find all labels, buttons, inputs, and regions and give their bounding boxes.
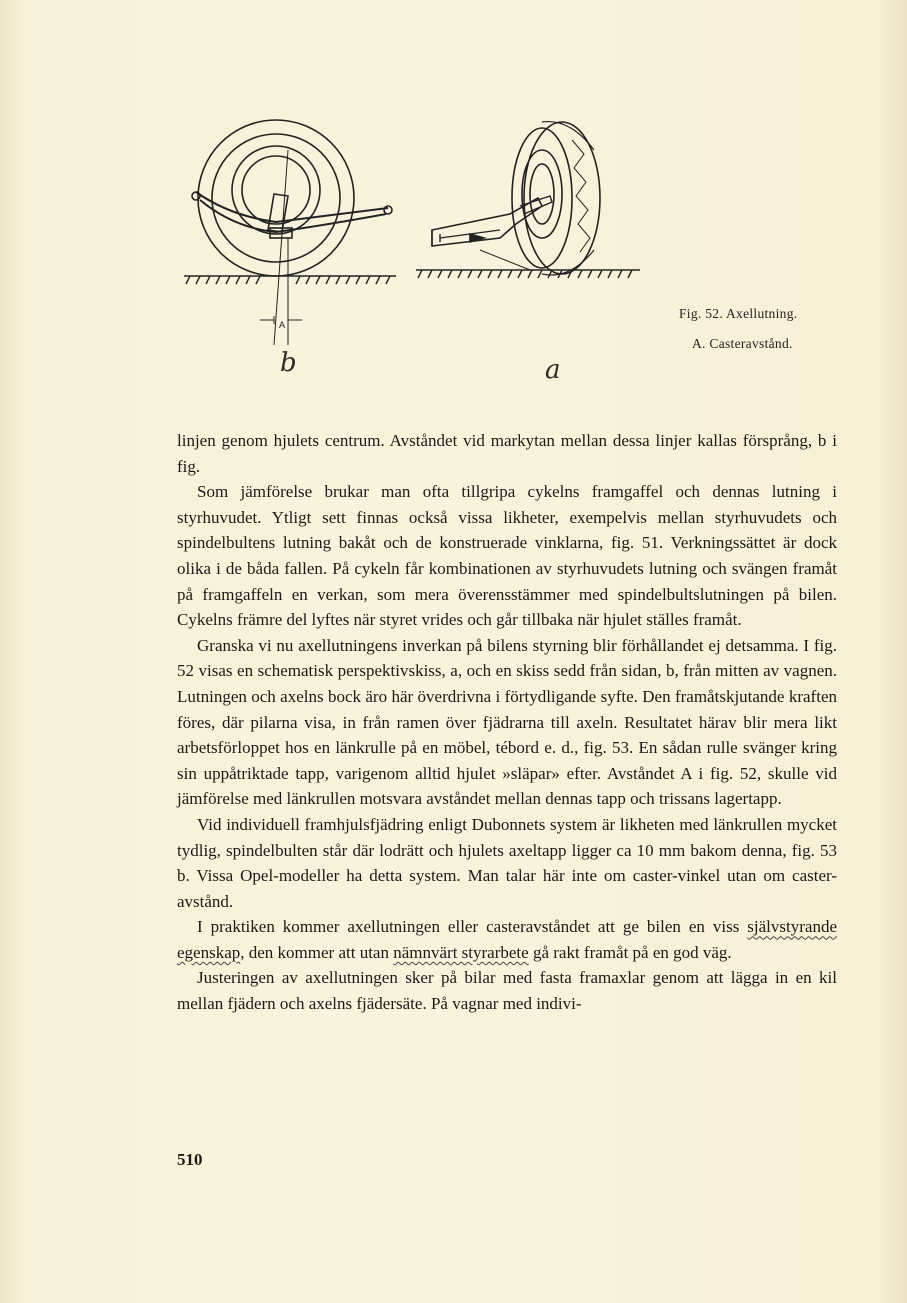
paragraph-2: Som jämförelse brukar man ofta tillgripa cykelns framgaffel och dennas lutning i styrhuvudet. Ytligt sett finnas också vissa likheter, exempelvis mellan styrhuvudets och spindelbultens lutning bakåt och de konstruerade vinklarna, fig. 51. Verkningssättet är dock olika i de båda fallen. På cykeln får kombinationen av styrhuvudets lutning och svängen framåt på framgaffeln en verkan, som mera överensstämmer med spindelbultslutningen på bilen. Cykelns främre del lyftes när styret vrides och går tillbaka när hjulet ställes framåt. xyxy=(177,482,837,630)
page-number: 510 xyxy=(177,1150,203,1169)
underlined-phrase-2: nämnvärt styrarbete xyxy=(393,942,529,962)
paragraph-5-part-1: I praktiken kommer axellutningen eller casteravståndet att ge bilen en viss xyxy=(197,917,748,937)
ground-right xyxy=(416,270,640,278)
body-text xyxy=(177,428,837,1017)
marker-a-label: A xyxy=(279,320,286,330)
wheel-perspective-view xyxy=(432,122,600,275)
axle-tilt-diagram xyxy=(170,110,660,390)
ground-left xyxy=(184,276,396,284)
paragraph-5-part-3: gå rakt framåt på en god väg. xyxy=(528,942,732,962)
wheel-side-view xyxy=(192,120,392,345)
paragraph-4: Vid individuell framhjulsfjädring enligt Dubonnets system är likheten med länkrullen mycket tydlig, spindelbulten står där lodrätt och hjulets axeltapp ligger ca 10 mm bakom denna, fig. 53 b. Vissa Opel-modeller ha detta system. Man talar här inte om caster-vinkel utan om caster-avstånd. xyxy=(177,814,837,911)
paragraph-6: Justeringen av axellutningen sker på bilar med fasta framaxlar genom att lägga in en kil mellan fjädern och axelns fjädersäte. På vagnar med indivi- xyxy=(177,968,837,1014)
paragraph-5-part-2: , den kommer att utan xyxy=(240,942,394,962)
figure-52 xyxy=(170,110,660,390)
underlined-phrase-1: självstyrande egenskap xyxy=(177,917,837,962)
figure-caption-legend: A. Casteravstånd. xyxy=(692,336,793,351)
paragraph-3: Granska vi nu axellutningens inverkan på bilens styrning blir förhållandet ej detsamma. I fig. 52 visas en schematisk perspektivskiss, a, och en skiss sedd från sidan, b, från mitten av vagnen. Lutningen och axelns bock äro här överdrivna i förtydligande syfte. Den framåtskjutande kraften föres, där pilarna visa, in från ramen över fjädrarna till axeln. Resultatet härav blir mera likt arbetsförloppet hos en länkrulle på en möbel, tébord e. d., fig. 53. En sådan rulle svänger kring sin uppåtriktade tapp, varigenom alltid hjulet »släpar» efter. Avståndet A i fig. 52, skulle vid jämförelse med länkrullen motsvara avståndet mellan dennas tapp och trissans lagertapp. xyxy=(177,635,837,809)
paragraph-1: linjen genom hjulets centrum. Avståndet vid markytan mellan dessa linjer kallas försprång, b i fig. xyxy=(177,431,837,476)
paragraph-5 xyxy=(177,914,837,965)
label-a: a xyxy=(545,355,561,385)
label-b: b xyxy=(280,348,297,378)
figure-caption-title: Fig. 52. Axellutning. xyxy=(679,306,798,321)
